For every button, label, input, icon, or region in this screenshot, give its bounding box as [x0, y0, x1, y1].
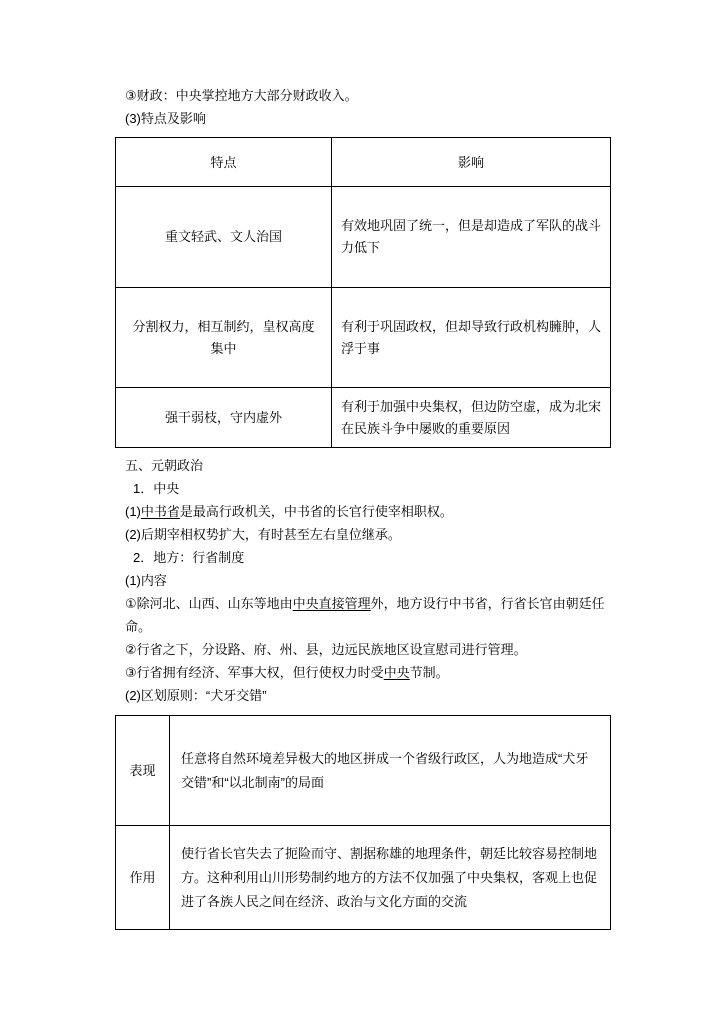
table-row	[116, 187, 611, 288]
section-5-heading: 五、元朝政治	[125, 458, 204, 473]
central-item-1-prefix: (1)	[125, 504, 141, 519]
impact-cell: 有效地巩固了统一，但是却造成了军队的战斗力低下	[332, 187, 611, 288]
principle-table	[115, 715, 611, 930]
header-cell-feature: 特点	[116, 138, 332, 187]
feature-cell: 分割权力，相互制约，皇权高度集中	[116, 288, 332, 388]
table-row	[116, 716, 611, 826]
central-item-2: (2)后期宰相权势扩大，有时甚至左右皇位继承。	[125, 527, 401, 542]
content-item-1-underlined: 中央直接管理	[292, 596, 371, 611]
central-item-1-rest: 是最高行政机关，中书省的长官行使宰相职权。	[179, 504, 453, 519]
header-cell-impact: 影响	[332, 138, 611, 187]
content-heading: (1)内容	[125, 573, 167, 588]
document-content	[115, 84, 611, 930]
feature-cell: 强干弱枝，守内虚外	[116, 388, 332, 448]
row-label-cell: 作用	[116, 826, 170, 930]
content-item-3-rest: 节制。	[409, 665, 449, 680]
content-item-2: ②行省之下，分设路、府、州、县，边远民族地区设宣慰司进行管理。	[125, 642, 527, 657]
content-item-1	[115, 592, 611, 638]
principle-heading: (2)区划原则：“犬牙交错”	[125, 688, 267, 703]
feature-cell: 重文轻武、文人治国	[116, 187, 332, 288]
content-item-1-rest: 外，地方设行中书省，行省长官由朝廷任命。	[125, 596, 605, 634]
impact-cell: 有利于巩固政权，但却导致行政机构臃肿，人浮于事	[332, 288, 611, 388]
row-content-cell: 任意将自然环境差异极大的地区拼成一个省级行政区，人为地造成“犬牙交错”和“以北制南”的局面	[170, 716, 611, 826]
content-item-3	[115, 661, 611, 684]
finance-line: ③财政：中央掌控地方大部分财政收入。	[125, 88, 358, 103]
central-heading: 1．中央	[133, 481, 180, 496]
central-item-1	[115, 500, 611, 523]
row-content-cell: 使行省长官失去了扼险而守、割据称雄的地理条件，朝廷比较容易控制地方。这种利用山川形势制约地方的方法不仅加强了中央集权，客观上也促进了各族人民之间在经济、政治与文化方面的交流	[170, 826, 611, 930]
table-row	[116, 388, 611, 448]
central-item-1-underlined: 中书省	[140, 504, 180, 519]
impact-cell: 有利于加强中央集权，但边防空虚，成为北宋在民族斗争中屡败的重要原因	[332, 388, 611, 448]
content-item-3-prefix: ③行省拥有经济、军事大权，但行使权力时受	[125, 665, 384, 680]
content-item-1-prefix: ①除河北、山西、山东等地由	[125, 596, 293, 611]
table-row	[116, 288, 611, 388]
features-impact-table	[115, 137, 611, 448]
local-heading: 2．地方：行省制度	[133, 550, 245, 565]
row-label-cell: 表现	[116, 716, 170, 826]
content-item-3-underlined: 中央	[383, 665, 410, 680]
features-heading: (3)特点及影响	[125, 111, 206, 126]
table-row	[116, 826, 611, 930]
table-header-row	[116, 138, 611, 187]
